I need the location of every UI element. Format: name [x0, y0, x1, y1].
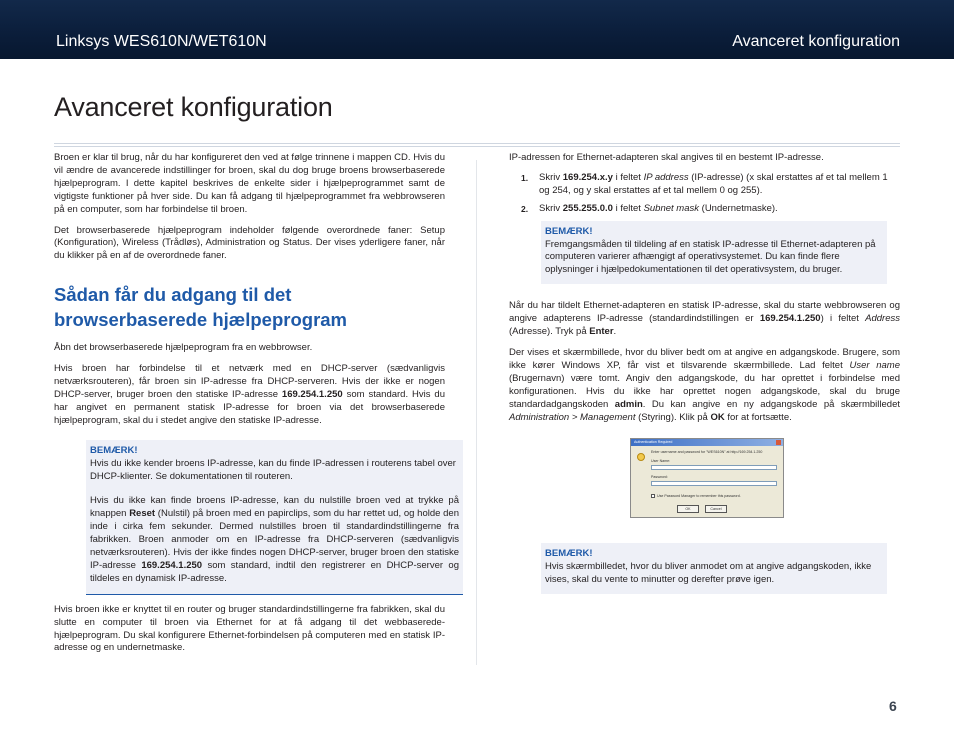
- password-input[interactable]: [651, 481, 777, 486]
- static-ip: 169.254.1.250: [141, 559, 203, 571]
- note-text: Hvis skærmbilledet, hvor du bliver anmodet om at angive adgangskoden, ikke vises, skal du vente to minutter og derefter prøve igen.: [545, 561, 872, 586]
- warning-icon: [637, 453, 645, 461]
- steps-list: [509, 172, 900, 216]
- section-name: Avanceret konfiguration: [732, 33, 900, 50]
- reset-keyword: Reset: [129, 508, 156, 520]
- note-label: BEMÆRK!: [545, 225, 593, 237]
- dialog-title: Authentication Required: [631, 439, 783, 446]
- note-box: [541, 221, 887, 285]
- title-divider-secondary: [54, 146, 900, 147]
- note-reset-text: Hvis du ikke kan finde broens IP-adresse, kan du nulstille broen ved at trykke på knappen Reset (Nulstil) på broen med en papirclips, som du har rettet ud, og holde den inde i cirka fem sekunder. Dermed nulstilles broen til standardindstillingerne fra fabrikken. Broen anmoder om en IP-adresse fra DHCP-serveren (sædvanligvis netværksrouteren). Hvis der ikke findes nogen DHCP-server, bruger broen den statiske IP-adresse 169.254.1.250 som standard, indtil den registrerer en DHCP-server og tildeles en dynamisk IP-adresse.: [90, 495, 459, 584]
- auth-dialog: [630, 438, 784, 518]
- intro-paragraph: Broen er klar til brug, når du har konfigureret den ved at følge trinnene i mappen CD. Hvis du vil ændre de avancerede indstillinger for broen, skal du dog bruge broens browserbaserede hjælpeprogram. I dette kapitel beskrives de enkelte sider i hjælpeprogrammet samt de vigtigste funktioner på hver side. Du kan få adgang til hjælpeprogrammet fra webbrowseren på en computer, som har forbindelse til broen.: [54, 152, 445, 215]
- tabs-paragraph: Det browserbaserede hjælpeprogram indeholder følgende overordnede faner: Setup (Konfiguration), Wireless (Trådløs), Administration og Status. Der vises yderligere faner, når du klikker på en af de overordnede faner.: [54, 224, 445, 262]
- note-text: Hvis du ikke kender broens IP-adresse, kan du finde IP-adressen i routerens tabel over DHCP-klienter. Se dokumentationen til routeren.: [90, 457, 456, 482]
- login-dialog-screenshot: [630, 438, 784, 518]
- ethernet-paragraph: Hvis broen ikke er knyttet til en router og bruger standardindstillingerne fra fabrikken, skal du slutte en computer til broen via Ethernet for at få adgang til det webbaserede-hjælpeprogram. Du skal konfigurere Ethernet-forbindelsen på computeren med en statisk IP-adresse og en undernetmaske.: [54, 603, 445, 654]
- title-divider: [54, 143, 900, 144]
- note-label: BEMÆRK!: [90, 444, 138, 456]
- section-heading: Sådan får du adgang til det browserbaserede hjælpeprogram: [54, 284, 348, 331]
- right-column: [509, 152, 900, 594]
- close-icon: [776, 440, 781, 445]
- remember-checkbox[interactable]: [651, 494, 655, 498]
- page-number: 6: [889, 698, 897, 714]
- password-label: Password:: [651, 475, 668, 480]
- dialog-message: Enter username and password for "WES610N" at http://169.254.1.250: [651, 450, 763, 455]
- remember-label: Use Password Manager to remember this password.: [657, 494, 741, 499]
- note-text: Fremgangsmåden til tildeling af en statisk IP-adresse til Ethernet-adapteren på computeren varierer afhængigt af operativsystemet. Du kan finde flere oplysninger i hjælpedokumentationen til det operativsystem, du bruger.: [545, 238, 876, 276]
- page-header: [0, 0, 954, 59]
- browser-paragraph: Når du har tildelt Ethernet-adapteren en statisk IP-adresse, skal du starte webbrowseren og angive adapterens IP-adresse (standardindstillingen er 169.254.1.250) i feltet Address (Adresse). Tryk på Enter.: [509, 300, 900, 338]
- note-label: BEMÆRK!: [545, 548, 593, 560]
- username-input[interactable]: [651, 465, 777, 470]
- step-item: 2. Skriv 255.255.0.0 i feltet Subnet mask (Undernetmaske).: [521, 202, 778, 214]
- left-column: [54, 152, 459, 655]
- password-paragraph: Der vises et skærmbillede, hvor du bliver bedt om at angive en adgangskode. Brugere, som ikke kører Windows XP, får vist et tilsvarende skærmbillede. Lad feltet User name (Brugernavn) være tomt. Angiv den adgangskode, du har oprettet i forbindelse med konfigurationen. Hvis du ikke har oprettet nogen adgangskode, skal du bruge standardadgangskoden admin. Du kan angive en ny adgangskode på skærmbilledet Administration > Management (Styring). Klik på OK for at fortsætte.: [509, 346, 900, 423]
- dhcp-paragraph: Hvis broen har forbindelse til et netværk med en DHCP-server (sædvanligvis netværksrouteren), får broen sin IP-adresse fra DHCP-serveren. Hvis der ikke er nogen DHCP-server, bruger broen den statiske IP-adresse 169.254.1.250 som standard. Hvis du har angivet en permanent statisk IP-adresse for broen via det browserbaserede hjælpeprogram, skal du i stedet angive den statiske IP-adresse.: [54, 363, 445, 426]
- open-utility-text: Åbn det browserbaserede hjælpeprogram fra en webbrowser.: [54, 342, 313, 354]
- cancel-button[interactable]: Cancel: [705, 505, 727, 513]
- ok-button[interactable]: OK: [677, 505, 699, 513]
- default-ip: 169.254.1.250: [281, 388, 343, 400]
- step-item: 1. Skriv 169.254.x.y i feltet IP address (IP-adresse) (x skal erstattes af et tal mellem 1 og 254, og y skal erstattes af et tal mellem 0 og 255).: [521, 171, 888, 196]
- column-divider: [476, 160, 477, 665]
- note-box: [541, 543, 887, 594]
- page-title: Avanceret konfiguration: [54, 92, 333, 122]
- username-label: User Name:: [651, 459, 671, 464]
- ethernet-intro: IP-adressen for Ethernet-adapteren skal angives til en bestemt IP-adresse.: [509, 152, 824, 163]
- product-name: Linksys WES610N/WET610N: [56, 33, 267, 50]
- note-box: [86, 440, 463, 595]
